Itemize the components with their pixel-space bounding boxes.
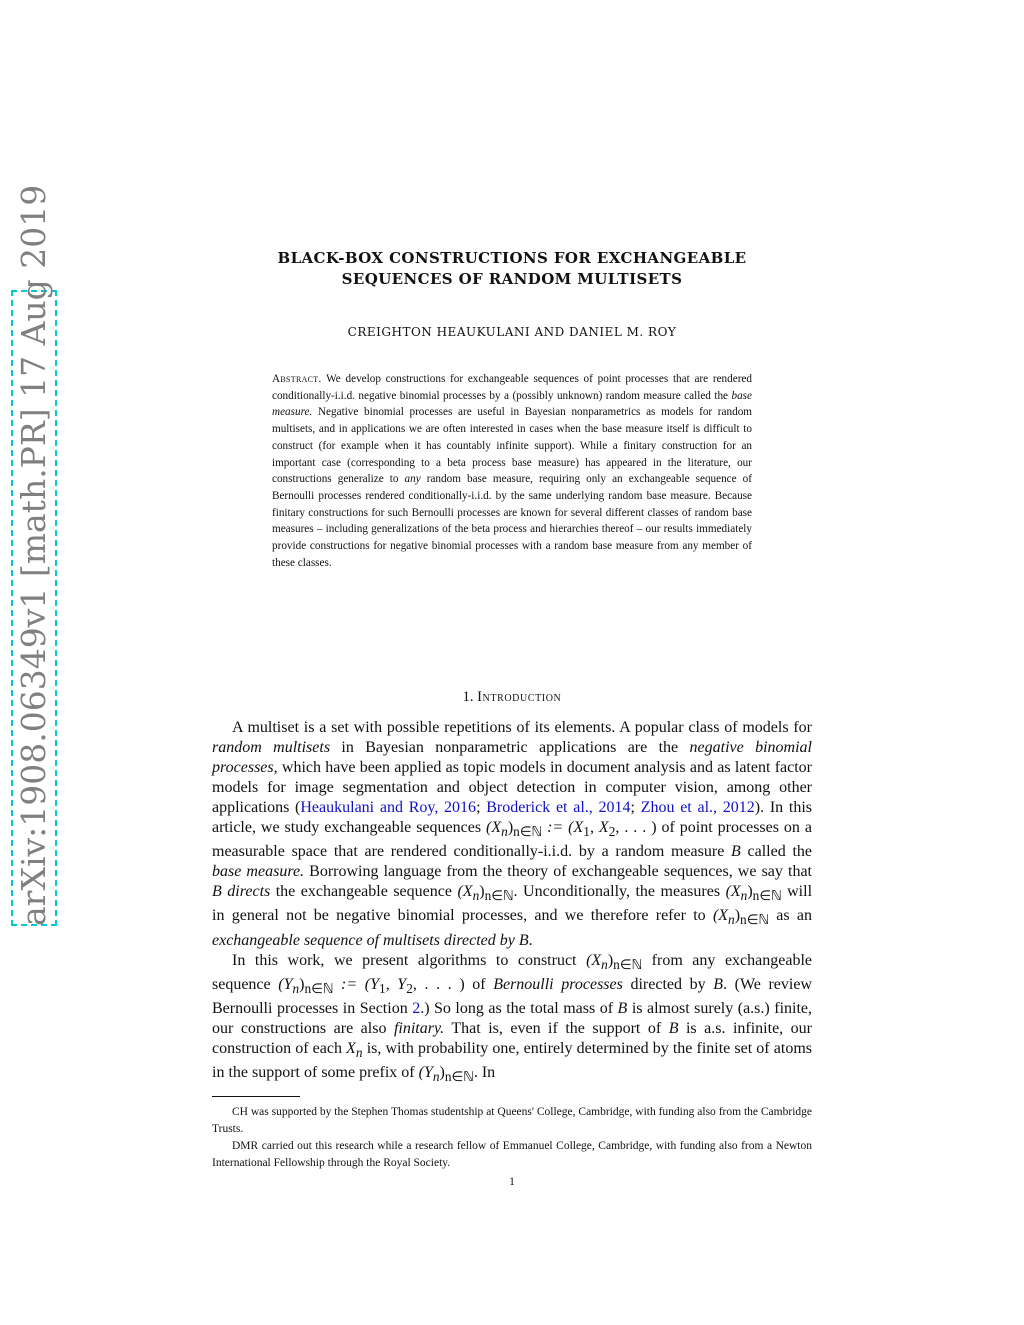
section-title: Introduction: [477, 689, 562, 705]
text: .: [528, 931, 533, 949]
math: (X: [586, 951, 602, 969]
text: ;: [630, 799, 641, 816]
text: from any exchangeable sequence: [212, 951, 813, 993]
italic-term: finitary.: [393, 1019, 445, 1037]
text: the exchangeable sequence: [270, 883, 458, 901]
footnote-1: CH was supported by the Stephen Thomas studentship at Queens' College, Cambridge, with funding also from the Cambridge Trusts.: [212, 1106, 812, 1135]
math: B: [617, 999, 628, 1017]
abstract-text-a: We develop constructions for exchangeable sequences of point processes that are rendered conditionally-i.i.d. negative binomial processes by a (possibly unknown) random measure called the: [272, 373, 752, 402]
title-line-2: SEQUENCES OF RANDOM MULTISETS: [341, 270, 683, 288]
text: .) So long as the total mass of: [420, 999, 618, 1017]
math-expr: [457, 883, 514, 904]
text: That is, even if the support of: [444, 1019, 669, 1037]
math: n: [728, 912, 735, 928]
text: A multiset is a set with possible repetitions of its elements. A popular class of models for: [232, 719, 812, 736]
text: Borrowing language from the theory of exchangeable sequences, we say that: [304, 863, 812, 881]
math-expr: [418, 1064, 474, 1085]
math-expr: $(Y_n)_{n\in ℕ}$ := ($Y_1$, $Y_2$, . . . ): [278, 975, 465, 996]
text: is almost surely (a.s.) finite, our constructions are also: [212, 999, 813, 1037]
arxiv-stamp-label: arXiv:1908.06349v1 [math.PR] 17 Aug 2019: [14, 184, 53, 926]
abstract-text-c: random base measure, requiring only an exchangeable sequence of Bernoulli processes rendered conditionally-i.i.d. by the same underlying random base measure. Because finitary constructions for such Bernoulli processes are known for several different classes of random base measures – including generalizations of the beta process and hierarchies thereof – our results immediately provide constructions for negative binomial processes with a random base measure from any member of these classes.: [272, 473, 752, 569]
math: B: [212, 883, 222, 901]
math: n∈ℕ: [613, 956, 643, 972]
math: 2: [608, 824, 616, 840]
math: (X: [486, 819, 502, 836]
math: 1: [379, 980, 386, 996]
math: n: [355, 1045, 363, 1061]
math: := (Y: [333, 975, 380, 993]
text: called the: [740, 843, 812, 861]
italic-term: random multisets: [212, 739, 331, 756]
text: ;: [476, 799, 487, 816]
math: ): [734, 907, 741, 925]
math: n∈ℕ: [304, 980, 334, 996]
math: 1: [583, 824, 590, 840]
math: X: [346, 1039, 356, 1057]
section-heading: [212, 689, 812, 706]
text: . Unconditionally, the measures: [513, 883, 726, 901]
math-expr: [712, 907, 769, 928]
math: (X: [725, 883, 741, 901]
section-number: 1.: [462, 689, 474, 705]
author-list: CREIGHTON HEAUKULANI AND DANIEL M. ROY: [347, 325, 677, 339]
math: ): [747, 883, 753, 901]
paper-title: [212, 248, 812, 290]
italic-term: exchangeable sequence of multisets directed by B: [212, 931, 529, 949]
italic-term: Bernoulli processes: [493, 975, 623, 993]
text: . In: [473, 1064, 496, 1082]
italic-term: base measure.: [212, 863, 305, 881]
math: ): [299, 975, 305, 993]
math: (Y: [418, 1064, 433, 1082]
text: is a.s. infinite, our construction of each: [212, 1019, 812, 1057]
text: . (We review Bernoulli processes in Section: [212, 975, 812, 1017]
math: n: [501, 824, 508, 840]
math: (X: [712, 907, 729, 925]
math-expr: [725, 883, 782, 904]
text: , which have been applied as topic models in document analysis and as latent factor models for image segmentation and object detection in computer vision, among other applications (: [212, 759, 812, 816]
math: n∈ℕ: [513, 824, 543, 840]
math: (Y: [278, 975, 293, 993]
title-line-1: BLACK-BOX CONSTRUCTIONS FOR EXCHANGEABLE: [277, 249, 747, 267]
text: as an: [769, 907, 812, 925]
footnote-rule: [212, 1096, 300, 1097]
math: n: [432, 1069, 440, 1085]
math: ): [479, 883, 485, 901]
italic-term: negative binomial processes: [212, 739, 812, 776]
text: ). In this article, we study exchangeable sequences: [212, 799, 813, 836]
citation-link[interactable]: Broderick et al., 2014: [486, 799, 631, 816]
paragraph-1: [212, 718, 812, 951]
footnote-2: DMR carried out this research while a research fellow of Emmanuel College, Cambridge, with funding also from a Newton International Fellowship through the Royal Society.: [212, 1140, 812, 1169]
math: ): [507, 819, 514, 836]
math: , . . . ): [615, 819, 657, 836]
math: (X: [457, 883, 473, 901]
text: is, with probability one, entirely determined by the finite set of atoms in the support of some prefix of: [212, 1039, 812, 1082]
math: B: [713, 975, 723, 993]
footnotes: [212, 1104, 812, 1172]
math: , . . . ): [412, 975, 465, 993]
text: of: [464, 975, 494, 993]
math: n∈ℕ: [752, 888, 782, 904]
math: ): [607, 951, 614, 969]
text: In this work, we present algorithms to construct: [232, 951, 587, 969]
math: , X: [589, 819, 609, 836]
citation-link[interactable]: Zhou et al., 2012: [640, 799, 755, 816]
math: n: [740, 888, 748, 904]
italic-term: directs: [227, 883, 271, 901]
math: 2: [406, 980, 413, 996]
math: B: [668, 1019, 679, 1037]
math: := (X: [542, 819, 584, 836]
body-text: [212, 718, 812, 1087]
text: directed by: [622, 975, 714, 993]
math: n∈ℕ: [484, 888, 514, 904]
abstract-italic-a: base measure.: [272, 389, 752, 419]
math: n: [601, 956, 608, 972]
text: in Bayesian nonparametric applications are the: [330, 739, 690, 756]
abstract-italic-b: any: [404, 473, 421, 486]
math: ): [439, 1064, 445, 1082]
section-link[interactable]: 2: [412, 999, 421, 1017]
math-expr: [486, 819, 657, 840]
abstract: [272, 371, 752, 571]
text: will in general not be negative binomial processes, and we therefore refer to: [212, 883, 813, 925]
citation-link[interactable]: Heaukulani and Roy, 2016: [300, 799, 477, 816]
math: B: [731, 843, 741, 861]
text: of point processes on a measurable space that are rendered conditionally-i.i.d. by a random measure: [212, 819, 813, 861]
paragraph-2: [212, 951, 812, 1088]
abstract-heading: Abstract.: [272, 373, 322, 385]
abstract-text-b: Negative binomial processes are useful in Bayesian nonparametrics as models for random multisets, and in applications we are often interested in cases when the base measure itself is difficult to construct (for example when it has countably infinite support). While a finitary construction for an important case (corresponding to a beta process base measure) has appeared in the literature, our constructions generalize to: [272, 406, 752, 486]
math: n: [472, 888, 480, 904]
math: n: [292, 980, 300, 996]
page-number: 1: [509, 1176, 515, 1188]
math: n∈ℕ: [444, 1069, 474, 1085]
math: n∈ℕ: [740, 912, 769, 928]
math-expr: [586, 951, 643, 972]
